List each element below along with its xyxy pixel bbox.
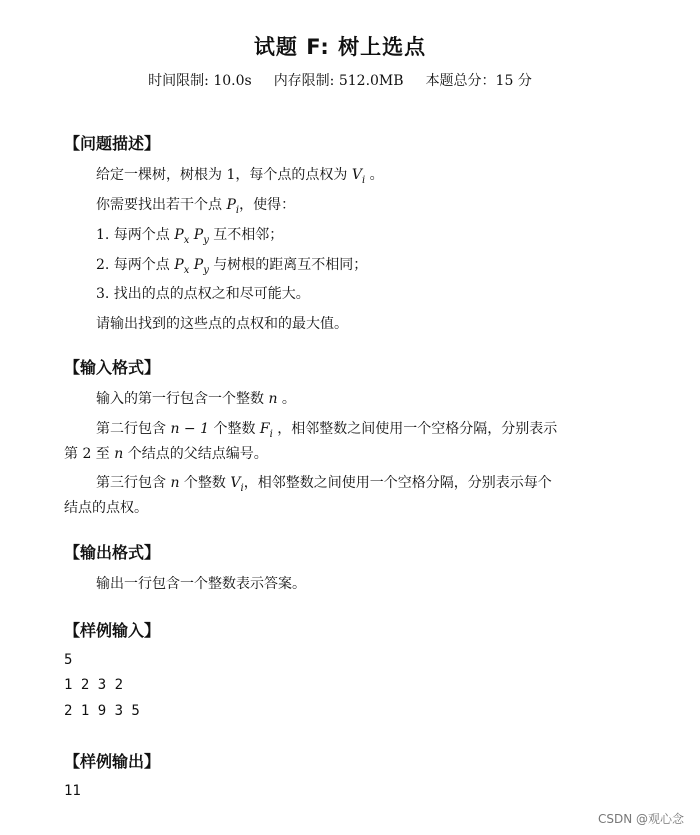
input-line-2-cont: 第 2 至 n 个结点的父结点编号。 — [64, 446, 268, 462]
limits-line — [0, 70, 680, 90]
problem-title: 试题 F: 树上选点 — [253, 35, 427, 59]
description-line-1: 给定一棵树，树根为 1，每个点的点权为 $V_i$ 。 — [96, 167, 384, 186]
condition-item-3: 3. 找出的点的点权之和尽可能大。 — [96, 286, 310, 302]
input-line-3-cont: 结点的点权。 — [64, 500, 148, 516]
input-line-1: 输入的第一行包含一个整数 n 。 — [96, 391, 296, 407]
memory-limit: 内存限制: 512.0MB — [273, 73, 404, 89]
description-output-request: 请输出找到的这些点的点权和的最大值。 — [96, 316, 348, 332]
sample-input-line-1: 5 — [64, 652, 73, 668]
description-line-2: 你需要找出若干个点 $P_i$，使得： — [96, 197, 296, 216]
section-heading-output: 【输出格式】 — [64, 543, 161, 562]
section-heading-sample-output: 【样例输出】 — [64, 752, 161, 771]
input-line-3: 第三行包含 n 个整数 $V_i$，相邻整数之间使用一个空格分隔，分别表示每个 — [96, 475, 552, 494]
watermark: CSDN @观心念 — [597, 812, 684, 826]
input-line-2: 第二行包含 n − 1 个整数 $F_i$ ，相邻整数之间使用一个空格分隔，分别表示 — [96, 421, 558, 440]
section-heading-input: 【输入格式】 — [64, 358, 161, 377]
time-limit: 时间限制: 10.0s — [148, 73, 252, 89]
output-line-1: 输出一行包含一个整数表示答案。 — [96, 576, 306, 592]
section-heading-sample-input: 【样例输入】 — [64, 621, 161, 640]
sample-output-line-1: 11 — [64, 783, 81, 799]
total-score: 本题总分：15 分 — [425, 73, 532, 89]
sample-input-line-3: 2 1 9 3 5 — [64, 703, 140, 719]
condition-item-2: 2. 每两个点 $P_x$ $P_y$ 与树根的距离互不相同； — [96, 257, 368, 276]
sample-input-line-2: 1 2 3 2 — [64, 677, 124, 693]
section-heading-description: 【问题描述】 — [64, 134, 161, 153]
condition-item-1: 1. 每两个点 $P_x$ $P_y$ 互不相邻； — [96, 227, 284, 246]
